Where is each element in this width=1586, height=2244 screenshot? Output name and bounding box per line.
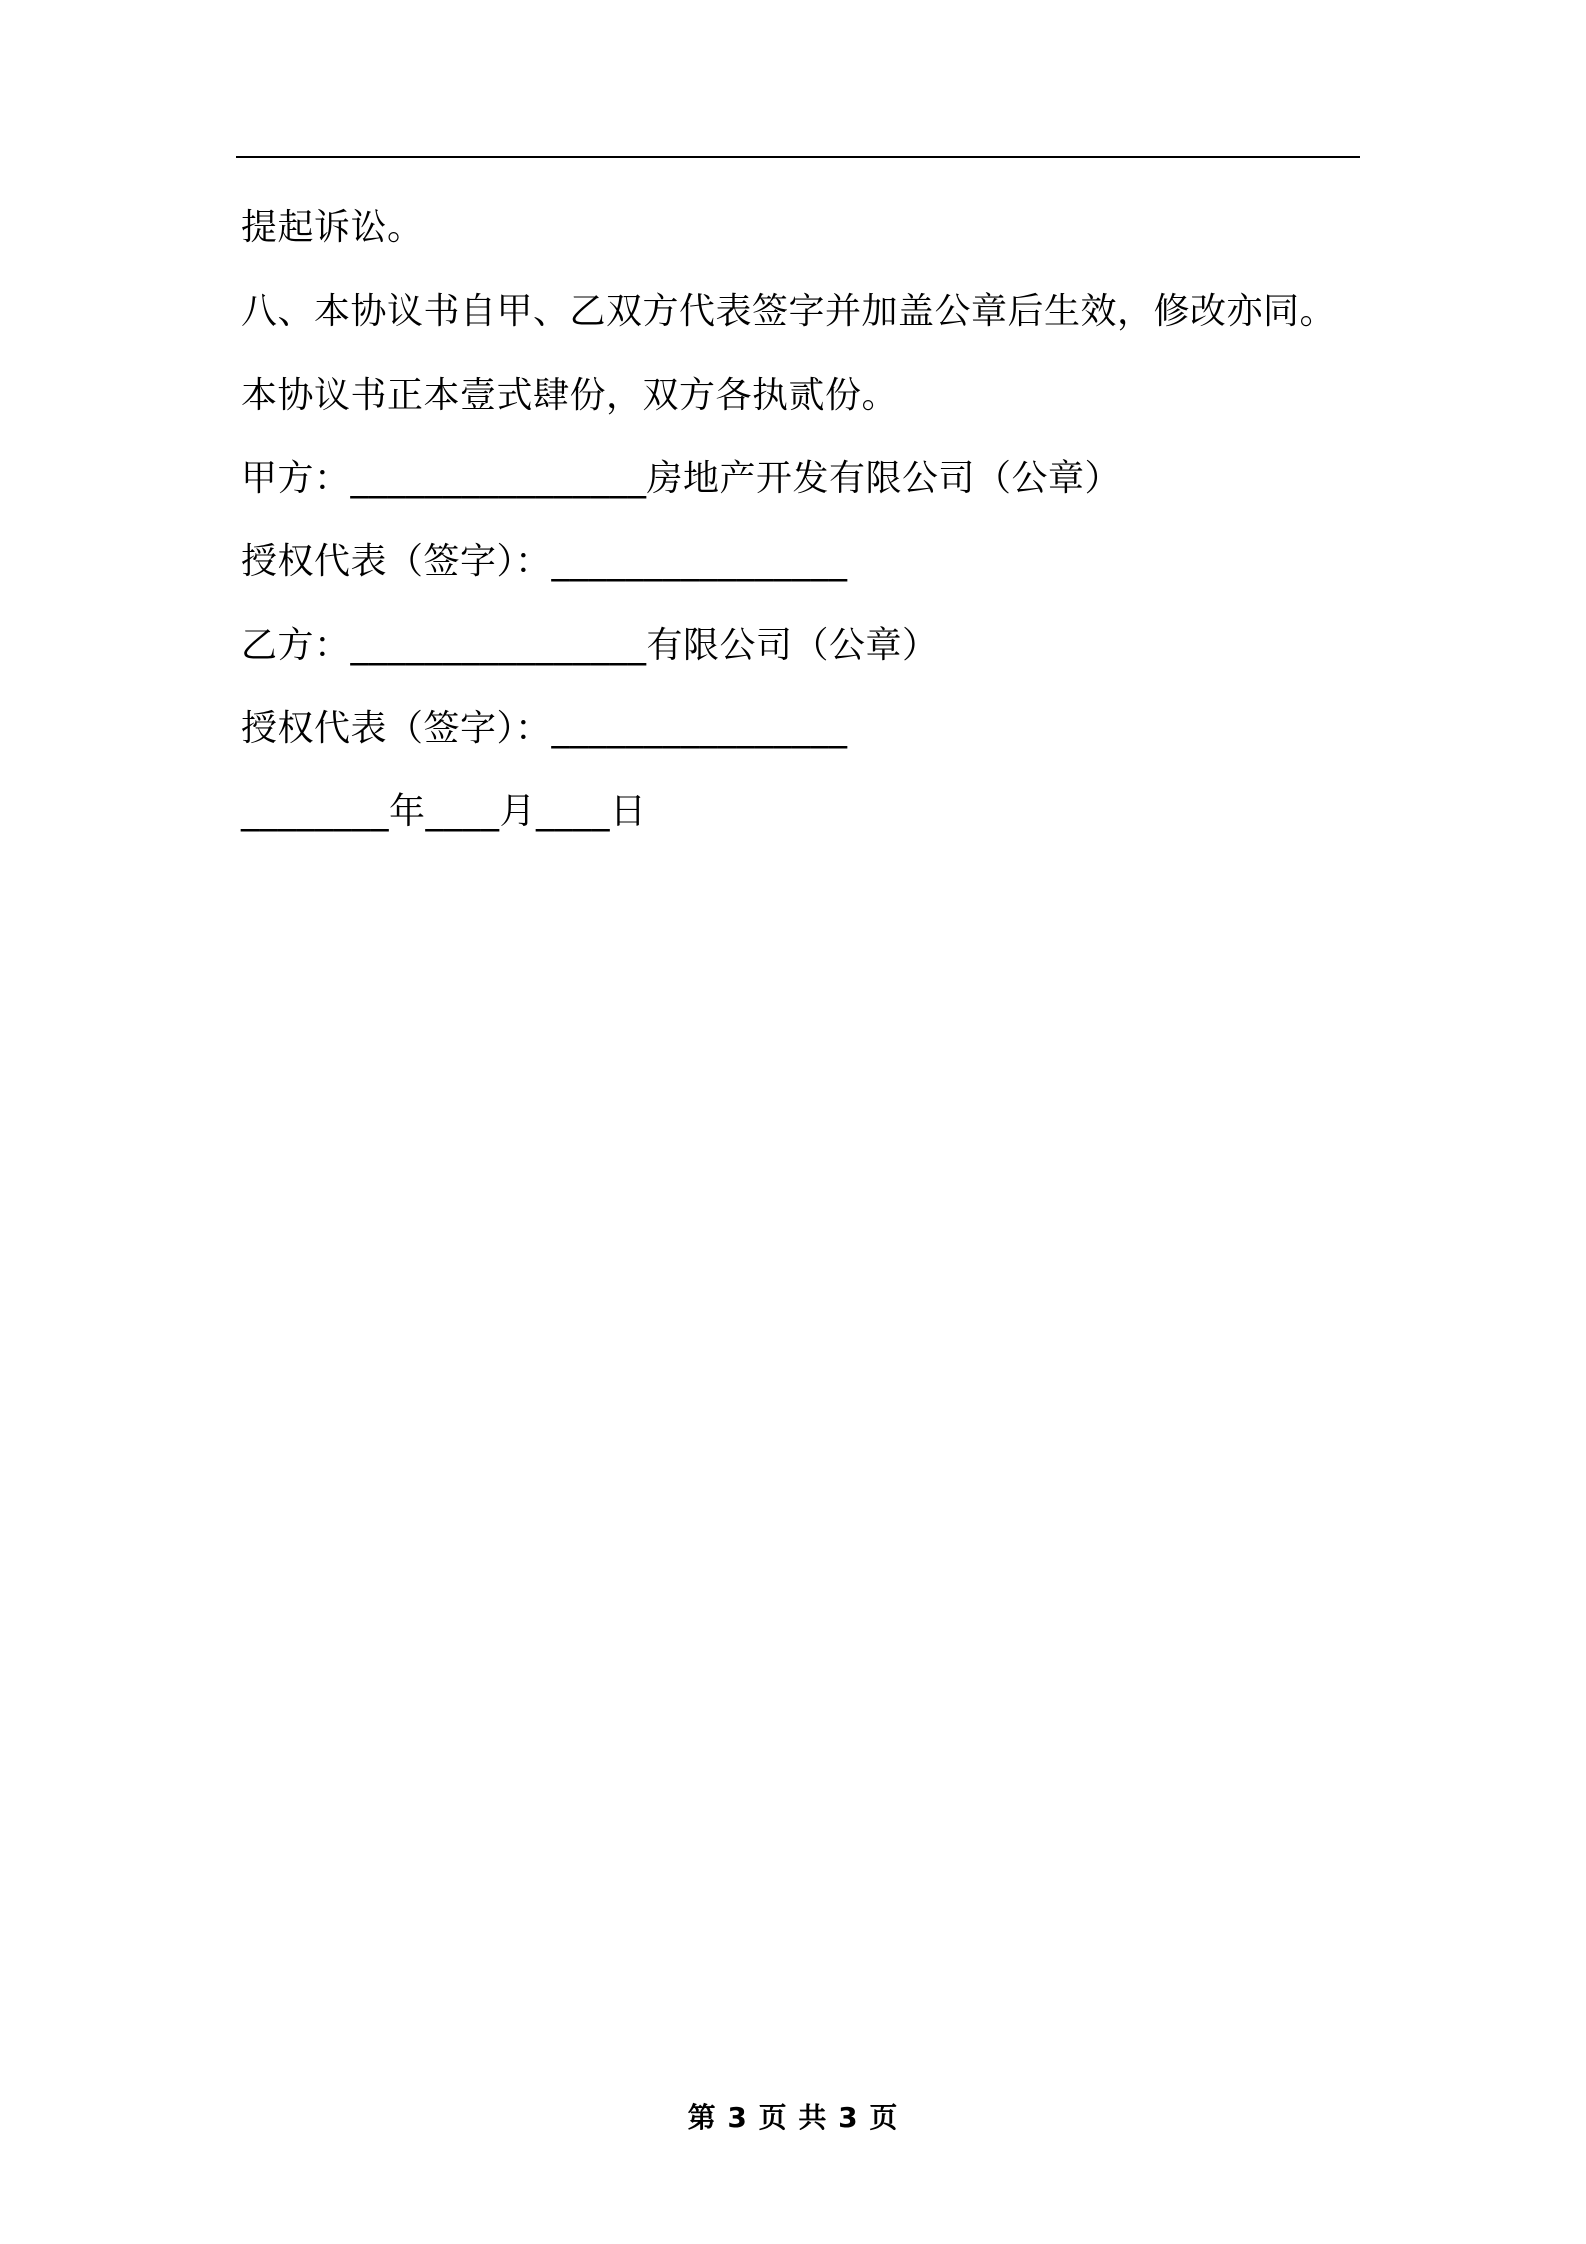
line-litigation: 提起诉讼。 xyxy=(241,207,424,248)
header-rule xyxy=(236,156,1360,158)
party-b-line: 乙方：________________有限公司（公章） xyxy=(241,625,939,666)
clause-eight: 八、本协议书自甲、乙双方代表签字并加盖公章后生效，修改亦同。 xyxy=(241,291,1337,332)
party-b-representative-line: 授权代表（签字）：________________ xyxy=(241,708,848,749)
page-number-footer: 第 3 页 共 3 页 xyxy=(687,2101,899,2134)
copies-clause: 本协议书正本壹式肆份，双方各执贰份。 xyxy=(241,375,899,416)
party-a-line: 甲方：________________房地产开发有限公司（公章） xyxy=(241,458,1122,499)
date-line: ________年____月____日 xyxy=(241,791,647,832)
party-a-representative-line: 授权代表（签字）：________________ xyxy=(241,541,848,582)
